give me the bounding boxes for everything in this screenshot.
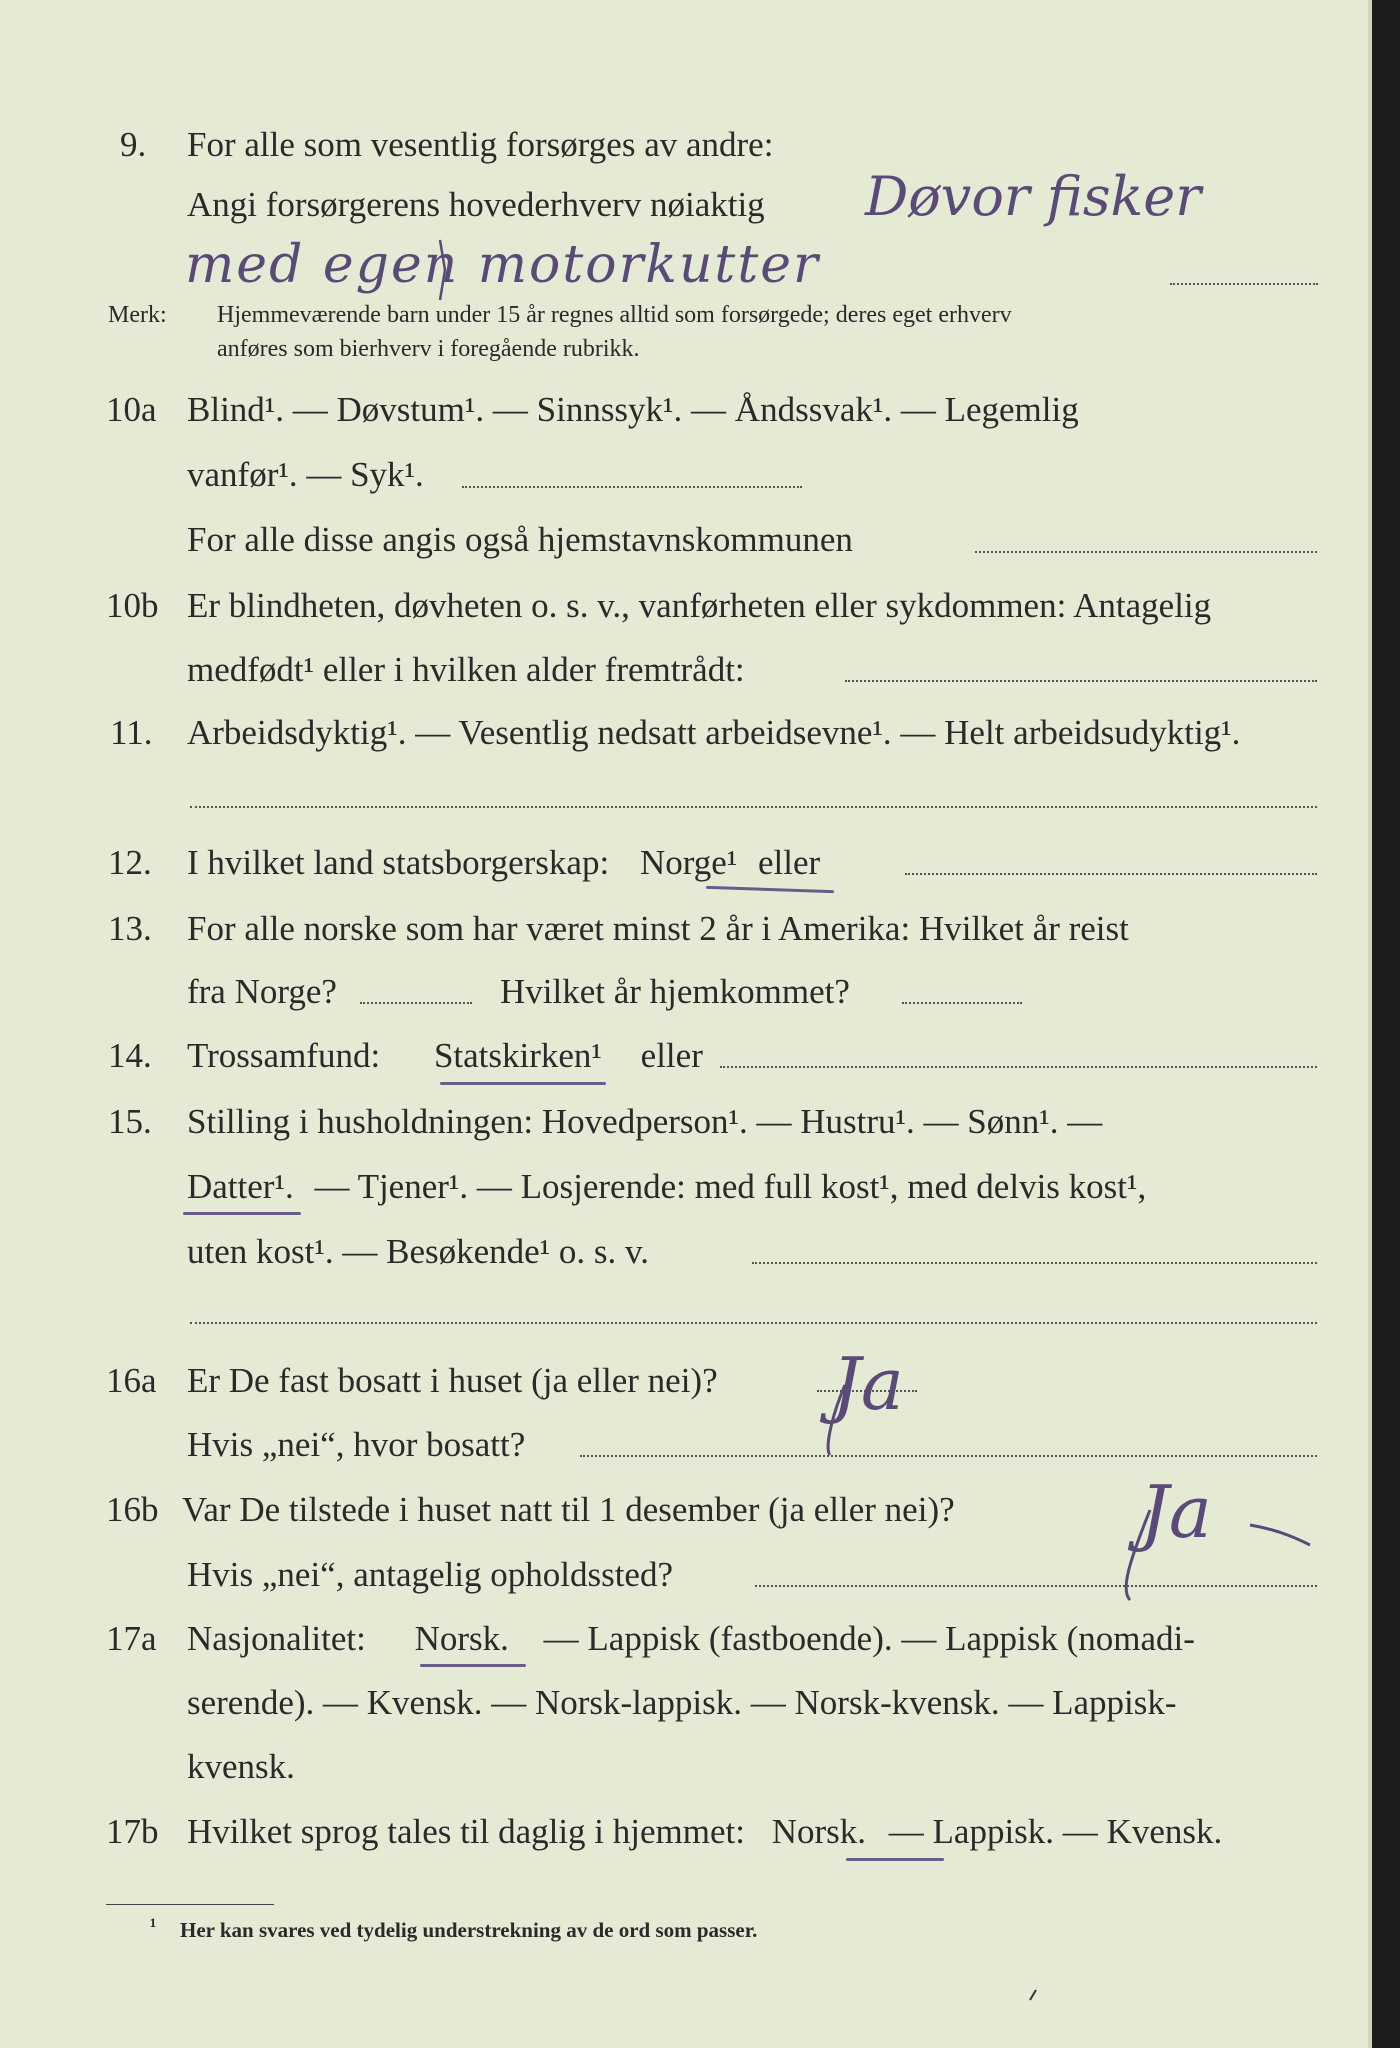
q15-line2-rest: — Tjener¹. — Losjerende: med full kost¹, med delvis kost¹, xyxy=(314,1167,1147,1206)
q16a-line1: Er De fast bosatt i huset (ja eller nei)? xyxy=(187,1361,718,1400)
q12-norge-option: Norge¹ xyxy=(639,843,738,882)
q14-text-after: eller xyxy=(640,1036,703,1075)
q9-handwritten-answer-1: Døvor fisker xyxy=(865,165,1202,228)
q17b-norsk-option: Norsk. xyxy=(771,1812,867,1851)
q15-datter-option: Datter¹. xyxy=(187,1167,294,1206)
q17a-line1-rest: — Lappisk (fastboende). — Lappisk (nomadi- xyxy=(543,1619,1195,1658)
merk-line2: anføres som bierhverv i foregående rubrikk. xyxy=(217,336,640,362)
q9-number: 9. xyxy=(120,125,147,164)
footnote-mark: ¹ xyxy=(150,1914,157,1938)
q17b-text-before: Hvilket sprog tales til daglig i hjemmet: xyxy=(187,1812,745,1851)
q10b-line1: Er blindheten, døvheten o. s. v., vanførheten eller sykdommen: Antagelig xyxy=(187,586,1212,625)
q13-number: 13. xyxy=(108,909,152,948)
q10a-line2: vanfør¹. — Syk¹. xyxy=(187,455,424,494)
q16a-line2: Hvis „nei“, hvor bosatt? xyxy=(187,1425,526,1464)
q9-line2: Angi forsørgerens hovederhverv nøiaktig xyxy=(187,185,765,224)
q10b-number: 10b xyxy=(106,586,159,625)
q17b-number: 17b xyxy=(106,1812,159,1851)
q17a-text-before: Nasjonalitet: xyxy=(187,1619,366,1658)
q10a-number: 10a xyxy=(106,390,157,429)
q10a-line3: For alle disse angis også hjemstavnskommunen xyxy=(187,520,853,559)
q9-handwritten-answer-2: med egen motorkutter xyxy=(185,235,820,295)
q17a-line2: serende). — Kvensk. — Norsk-lappisk. — Norsk-kvensk. — Lappisk- xyxy=(187,1683,1177,1722)
q14-text-before: Trossamfund: xyxy=(187,1036,381,1075)
q15-line1: Stilling i husholdningen: Hovedperson¹. — Hustru¹. — Sønn¹. — xyxy=(187,1102,1103,1141)
q14-statskirken-option: Statskirken¹ xyxy=(433,1036,602,1075)
q17a-number: 17a xyxy=(106,1619,157,1658)
q11-line1: Arbeidsdyktig¹. — Vesentlig nedsatt arbeidsevne¹. — Helt arbeidsudyktig¹. xyxy=(187,713,1241,752)
q11-number: 11. xyxy=(110,713,153,752)
q13-line1: For alle norske som har været minst 2 år i Amerika: Hvilket år reist xyxy=(187,909,1129,948)
q9-line1: For alle som vesentlig forsørges av andre: xyxy=(187,125,774,164)
merk-line1: Hjemmeværende barn under 15 år regnes alltid som forsørgede; deres eget erhverv xyxy=(217,302,1012,328)
q16a-handwritten-answer: Ja xyxy=(832,1342,904,1426)
q12-text-before: I hvilket land statsborgerskap: xyxy=(187,843,610,882)
merk-label: Merk: xyxy=(108,302,167,328)
q14-number: 14. xyxy=(108,1036,152,1075)
q16a-number: 16a xyxy=(106,1361,157,1400)
q16b-line1: Var De tilstede i huset natt til 1 desember (ja eller nei)? xyxy=(182,1490,955,1529)
footnote-text: Her kan svares ved tydelig understrekning av de ord som passer. xyxy=(180,1918,758,1942)
q12-text-after: eller xyxy=(758,843,821,882)
q10a-line1: Blind¹. — Døvstum¹. — Sinnssyk¹. — Åndssvak¹. — Legemlig xyxy=(187,390,1079,429)
q17a-norsk-option: Norsk. xyxy=(414,1619,509,1658)
q15-line3: uten kost¹. — Besøkende¹ o. s. v. xyxy=(187,1232,650,1271)
q17b-text-after: — Lappisk. — Kvensk. xyxy=(888,1812,1223,1851)
q15-number: 15. xyxy=(108,1102,152,1141)
q16b-handwritten-answer: Ja xyxy=(1140,1470,1212,1554)
q13-line2a: fra Norge? xyxy=(187,972,337,1011)
q16b-number: 16b xyxy=(106,1490,159,1529)
q10b-line2: medfødt¹ eller i hvilken alder fremtrådt: xyxy=(187,650,745,689)
q16b-line2: Hvis „nei“, antagelig opholdssted? xyxy=(187,1555,673,1594)
q17a-line3: kvensk. xyxy=(187,1747,295,1786)
q13-line2b: Hvilket år hjemkommet? xyxy=(500,972,850,1011)
q12-number: 12. xyxy=(108,843,152,882)
